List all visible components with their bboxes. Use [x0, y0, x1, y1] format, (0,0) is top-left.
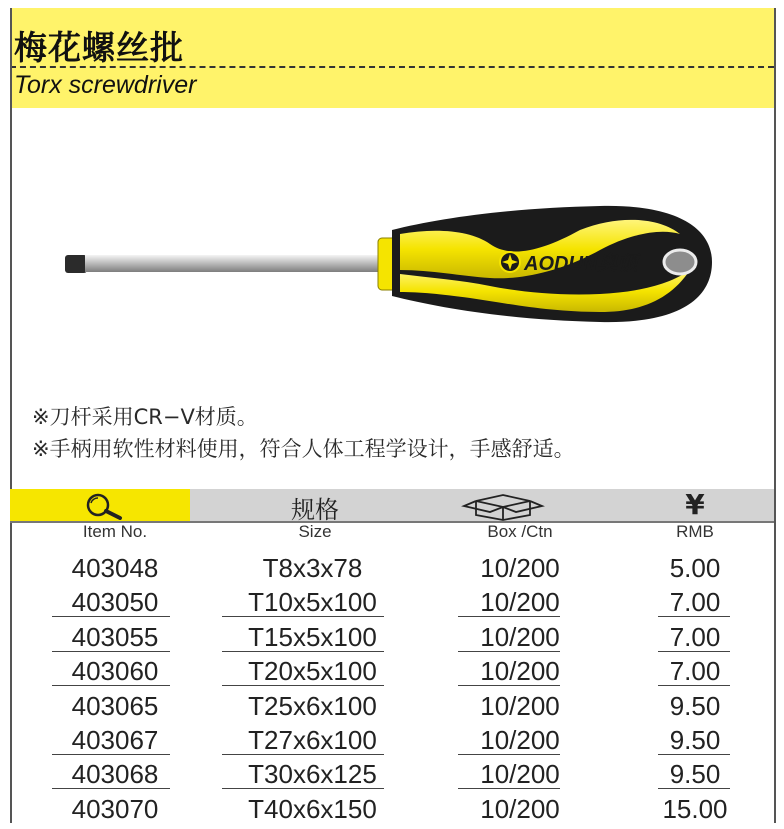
price-cell: 7.00: [669, 621, 721, 652]
item-no-cell: 403050: [71, 587, 159, 618]
table-row: [10, 584, 774, 618]
box-cell: 10/200: [480, 724, 560, 755]
box-cell: 10/200: [480, 759, 560, 790]
price-cell: 7.00: [669, 587, 721, 618]
size-cell: T15x5x100: [248, 621, 377, 652]
table-row: [10, 722, 774, 756]
yen-icon: ¥: [685, 488, 705, 521]
box-cell: 10/200: [480, 690, 560, 721]
page-title: 梅花螺丝批: [14, 28, 184, 67]
note-material: ※刀杆采用CR−V材质。: [32, 405, 258, 429]
size-cell: T10x5x100: [248, 587, 377, 618]
box-cell: 10/200: [480, 553, 560, 583]
box-icon: [458, 491, 548, 521]
table-row: [10, 791, 774, 825]
size-cell: T27x6x100: [248, 724, 377, 755]
brand-text: AODUN奥顿: [524, 253, 638, 275]
price-cell: 9.50: [669, 690, 721, 721]
price-cell: 7.00: [669, 656, 721, 687]
page-subtitle: Torx screwdriver: [14, 71, 197, 99]
torx-tip: [65, 255, 87, 273]
size-cell: T8x3x78: [262, 553, 363, 583]
price-table: [10, 550, 774, 825]
table-row: [10, 619, 774, 653]
note-handle: ※手柄用软性材料使用，符合人体工程学设计，手感舒适。: [32, 437, 575, 461]
header-item-no: Item No.: [82, 522, 148, 541]
size-cell: T20x5x100: [248, 656, 377, 687]
item-no-cell: 403068: [71, 759, 159, 790]
price-cell: 9.50: [669, 759, 721, 790]
shaft: [85, 255, 385, 272]
table-row: [10, 688, 774, 722]
size-cell: T25x6x100: [248, 690, 377, 721]
box-cell: 10/200: [480, 656, 560, 687]
table-row: [10, 550, 774, 584]
price-cell: 5.00: [669, 553, 721, 583]
box-cell: 10/200: [480, 621, 560, 652]
table-row: [10, 653, 774, 687]
magnifier-icon: [78, 492, 134, 520]
header-box: Box /Ctn: [487, 522, 553, 541]
item-no-cell: 403048: [71, 553, 159, 583]
size-cell: T40x6x150: [248, 793, 377, 824]
box-cell: 10/200: [480, 793, 560, 824]
item-no-cell: 403070: [71, 793, 159, 824]
header-size: Size: [298, 522, 332, 541]
price-cell: 15.00: [662, 793, 728, 824]
box-cell: 10/200: [480, 587, 560, 618]
table-header: [10, 489, 774, 549]
table-row: [10, 756, 774, 790]
price-cell: 9.50: [669, 724, 721, 755]
screwdriver-image: [40, 200, 740, 360]
header-size-cn: 规格: [291, 496, 339, 524]
feature-notes: [32, 401, 575, 465]
size-cell: T30x6x125: [248, 759, 377, 790]
item-no-cell: 403067: [71, 724, 159, 755]
header-rmb: RMB: [676, 522, 714, 541]
item-no-cell: 403060: [71, 656, 159, 687]
item-no-cell: 403055: [71, 621, 159, 652]
item-no-cell: 403065: [71, 690, 159, 721]
